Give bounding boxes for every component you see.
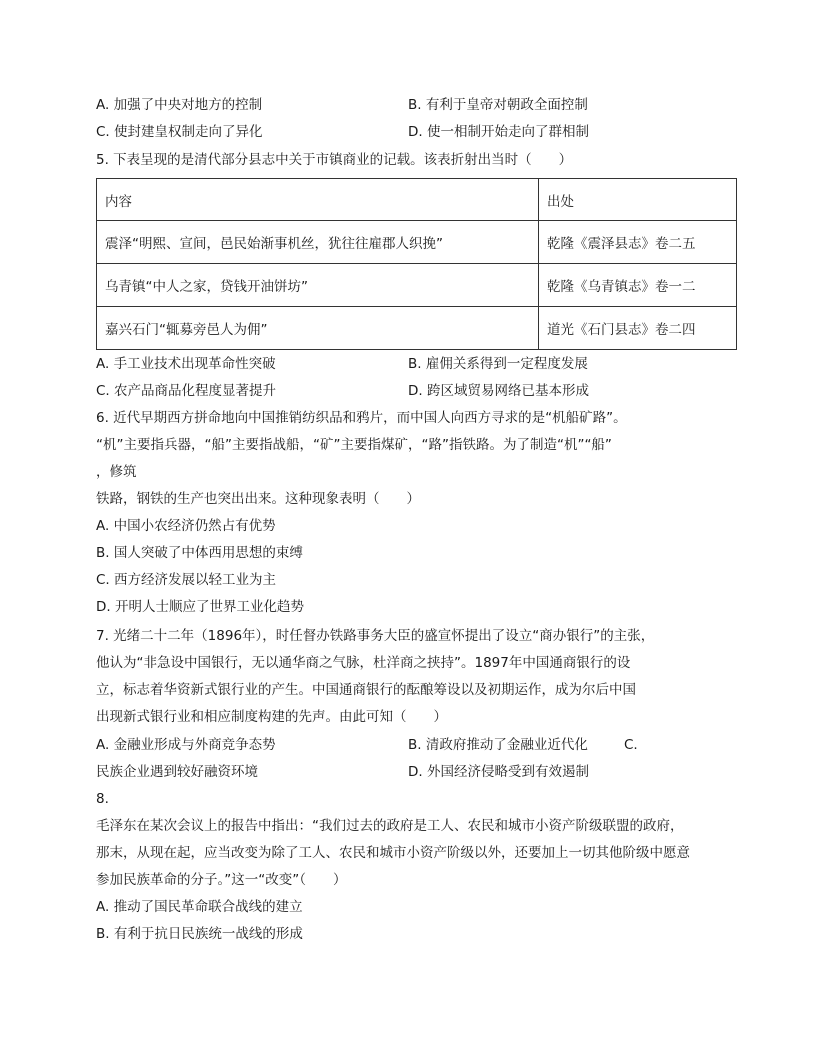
table-header-content: 内容 (97, 179, 539, 221)
q7-stem-line-1: 7. 光绪二十二年（1896年），时任督办铁路事务大臣的盛宣怀提出了设立“商办银行”的主张， (96, 628, 655, 644)
q5-option-a: A. 手工业技术出现革命性突破 (96, 356, 276, 372)
q8-number: 8. (96, 791, 109, 807)
q8-stem-line-3: 参加民族革命的分子。”这一“改变”（ ） (96, 872, 347, 888)
q6-stem-line-4: 铁路，钢铁的生产也突出出来。这种现象表明（ ） (96, 491, 420, 507)
q7-option-a: A. 金融业形成与外商竞争态势 (96, 737, 276, 753)
q6-stem-line-2: “机”主要指兵器，“船”主要指战船，“矿”主要指煤矿，“路”指铁路。为了制造“机”“船” (96, 437, 612, 453)
q8-option-a: A. 推动了国民革命联合战线的建立 (96, 899, 303, 915)
q5-stem: 5. 下表呈现的是清代部分县志中关于市镇商业的记载。该表折射出当时（ ） (96, 152, 573, 168)
q6-option-c: C. 西方经济发展以轻工业为主 (96, 572, 277, 588)
table-row (97, 307, 737, 350)
table-cell-source: 乾隆《乌青镇志》卷一二 (539, 264, 737, 307)
table-row (97, 264, 737, 307)
q8-stem-line-1: 毛泽东在某次会议上的报告中指出：“我们过去的政府是工人、农民和城市小资产阶级联盟的政府， (96, 818, 684, 834)
q5-option-c: C. 农产品商品化程度显著提升 (96, 383, 277, 399)
table-cell-content: 乌青镇“中人之家，贷钱开油饼坊” (97, 264, 539, 307)
q4-option-c: C. 使封建皇权制走向了异化 (96, 124, 263, 140)
q6-stem-line-3: ，修筑 (96, 464, 137, 480)
q7-stem-line-2: 他认为“非急设中国银行，无以通华商之气脉，杜洋商之挟持”。1897年中国通商银行的设 (96, 655, 631, 671)
table-cell-content: 震泽“明熙、宣间，邑民始渐事机丝，犹往往雇郡人织挽” (97, 221, 539, 264)
q6-stem-line-1: 6. 近代早期西方拼命地向中国推销纺织品和鸦片，而中国人向西方寻求的是“机船矿路”。 (96, 410, 627, 426)
table-row (97, 221, 737, 264)
q8-stem-line-2: 那末，从现在起，应当改变为除了工人、农民和城市小资产阶级以外，还要加上一切其他阶级中愿意 (96, 845, 690, 861)
table-cell-source: 道光《石门县志》卷二四 (539, 307, 737, 350)
table-header-row (97, 179, 737, 221)
q7-option-c: 民族企业遇到较好融资环境 (96, 764, 258, 780)
q6-option-d: D. 开明人士顺应了世界工业化趋势 (96, 599, 304, 615)
q7-stem-line-3: 立，标志着华资新式银行业的产生。中国通商银行的酝酿筹设以及初期运作，成为尔后中国 (96, 682, 636, 698)
table-cell-content: 嘉兴石门“辄募旁邑人为佣” (97, 307, 539, 350)
q6-option-a: A. 中国小农经济仍然占有优势 (96, 518, 276, 534)
q4-option-b: B. 有利于皇帝对朝政全面控制 (408, 97, 588, 113)
table-cell-source: 乾隆《震泽县志》卷二五 (539, 221, 737, 264)
q4-option-d: D. 使一相制开始走向了群相制 (408, 124, 589, 140)
q8-option-b: B. 有利于抗日民族统一战线的形成 (96, 926, 303, 942)
table-header-source: 出处 (539, 179, 737, 221)
q6-option-b: B. 国人突破了中体西用思想的束缚 (96, 545, 303, 561)
q5-table (96, 178, 737, 350)
q5-option-d: D. 跨区域贸易网络已基本形成 (408, 383, 589, 399)
q7-option-d: D. 外国经济侵略受到有效遏制 (408, 764, 589, 780)
q4-option-a: A. 加强了中央对地方的控制 (96, 97, 263, 113)
q7-option-c-label: C. (624, 737, 638, 753)
q7-option-b: B. 清政府推动了金融业近代化 (408, 737, 588, 753)
q7-stem-line-4: 出现新式银行业和相应制度构建的先声。由此可知（ ） (96, 709, 447, 725)
q5-option-b: B. 雇佣关系得到一定程度发展 (408, 356, 588, 372)
